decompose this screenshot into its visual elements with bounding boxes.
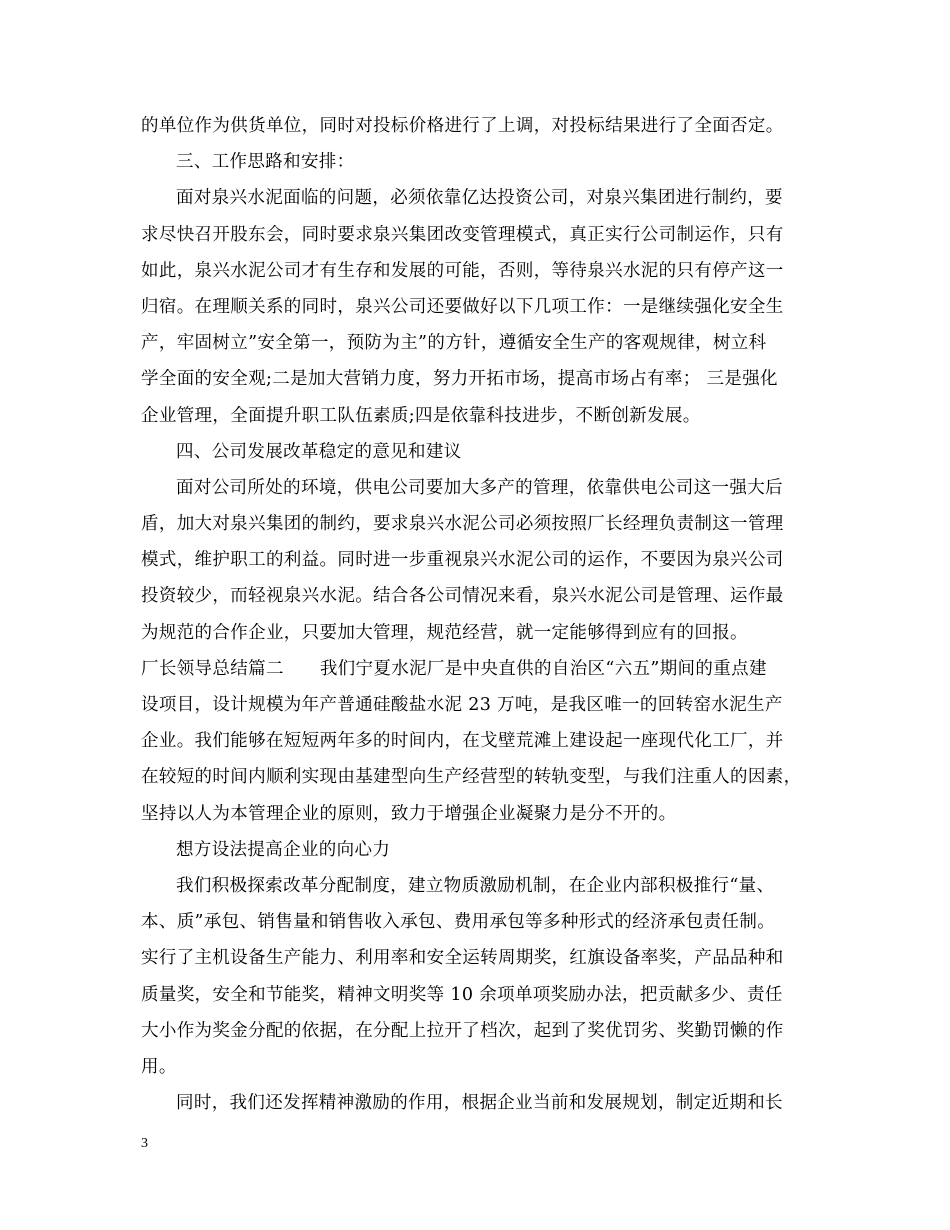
text-line <box>141 687 831 723</box>
line-text: 同时，我们还发挥精神激励的作用，根据企业当前和发展规划，制定近期和长 <box>176 1093 783 1114</box>
line-text: 想方设法提高企业的向心力 <box>176 839 391 860</box>
text-line <box>141 615 831 651</box>
line-tail-text: 我们宁夏水泥厂是中央直供的自治区“六五”期间的重点建 <box>319 658 767 679</box>
text-line <box>141 180 831 216</box>
line-text: 四、公司发展改革稳定的意见和建议 <box>176 441 462 462</box>
line-text: 质量奖，安全和节能奖，精神文明奖等 10 余项单项奖励办法，把贡献多少、责任 <box>141 984 783 1005</box>
text-line <box>141 940 831 976</box>
text-line <box>141 361 831 397</box>
text-line <box>141 542 831 578</box>
line-text: 为规范的合作企业，只要加大管理，规范经营，就一定能够得到应有的回报。 <box>141 622 748 643</box>
line-text: 企业。我们能够在短短两年多的时间内，在戈壁荒滩上建设起一座现代化工厂，并 <box>141 731 784 752</box>
text-line <box>141 651 831 687</box>
line-text: 模式，维护职工的利益。同时进一步重视泉兴水泥公司的运作，不要因为泉兴公司 <box>141 550 784 571</box>
line-text: 本、质”承包、销售量和销售收入承包、费用承包等多种形式的经济承包责任制。 <box>141 912 776 933</box>
text-line <box>141 977 831 1013</box>
line-text: 盾，加大对泉兴集团的制约，要求泉兴水泥公司必须按照厂长经理负责制这一管理 <box>141 514 784 535</box>
text-line <box>141 470 831 506</box>
line-text: 企业管理，全面提升职工队伍素质;四是依靠科技进步，不断创新发展。 <box>141 405 701 426</box>
line-text: 厂长领导总结篇二 <box>141 658 284 679</box>
line-text: 实行了主机设备生产能力、利用率和安全运转周期奖，红旗设备率奖，产品品种和 <box>141 948 784 969</box>
line-text: 用。 <box>141 1056 177 1077</box>
text-line <box>141 1085 831 1121</box>
text-line <box>141 398 831 434</box>
line-text: 求尽快召开股东会，同时要求泉兴集团改变管理模式，真正实行公司制运作，只有 <box>141 224 784 245</box>
text-line <box>141 289 831 325</box>
text-line <box>141 144 831 180</box>
text-line <box>141 578 831 614</box>
line-text: 产，牢固树立”安全第一，预防为主”的方针，遵循安全生产的客观规律，树立科 <box>141 333 767 354</box>
line-text: 面对泉兴水泥面临的问题，必须依靠亿达投资公司，对泉兴集团进行制约，要 <box>176 188 783 209</box>
page-number: 3 <box>141 1136 148 1151</box>
text-line <box>141 108 831 144</box>
text-line <box>141 325 831 361</box>
text-line <box>141 1013 831 1049</box>
text-line <box>141 506 831 542</box>
line-text: 大小作为奖金分配的依据，在分配上拉开了档次，起到了奖优罚劣、奖勤罚懒的作 <box>141 1020 784 1041</box>
line-text: 设项目，设计规模为年产普通硅酸盐水泥 23 万吨，是我区唯一的回转窑水泥生产 <box>141 695 783 715</box>
line-text: 面对公司所处的环境，供电公司要加大多产的管理，依靠供电公司这一强大后 <box>176 477 783 498</box>
text-line <box>141 904 831 940</box>
document-body <box>141 108 831 1121</box>
line-text: 在较短的时间内顺利实现由基建型向生产经营型的转轨变型，与我们注重人的因素， <box>141 767 802 788</box>
text-line <box>141 217 831 253</box>
line-text: 的单位作为供货单位，同时对投标价格进行了上调，对投标结果进行了全面否定。 <box>141 116 784 136</box>
text-line <box>141 253 831 289</box>
line-text: 学全面的安全观;二是加大营销力度，努力开拓市场，提高市场占有率； 三是强化 <box>141 369 778 390</box>
text-line <box>141 796 831 832</box>
text-line <box>141 434 831 470</box>
line-text: 坚持以人为本管理企业的原则，致力于增强企业凝聚力是分不开的。 <box>141 803 677 824</box>
line-text: 如此，泉兴水泥公司才有生存和发展的可能，否则，等待泉兴水泥的只有停产这一 <box>141 260 784 281</box>
text-line <box>141 759 831 795</box>
line-text: 三、工作思路和安排： <box>176 152 355 173</box>
text-line <box>141 1049 831 1085</box>
text-line <box>141 832 831 868</box>
line-text: 我们积极探索改革分配制度，建立物质激励机制，在企业内部积极推行“量、 <box>176 875 775 896</box>
line-text: 归宿。在理顺关系的同时，泉兴公司还要做好以下几项工作：一是继续强化安全生 <box>141 296 784 317</box>
text-line <box>141 868 831 904</box>
text-line <box>141 723 831 759</box>
line-text: 投资较少，而轻视泉兴水泥。结合各公司情况来看，泉兴水泥公司是管理、运作最 <box>141 586 784 607</box>
